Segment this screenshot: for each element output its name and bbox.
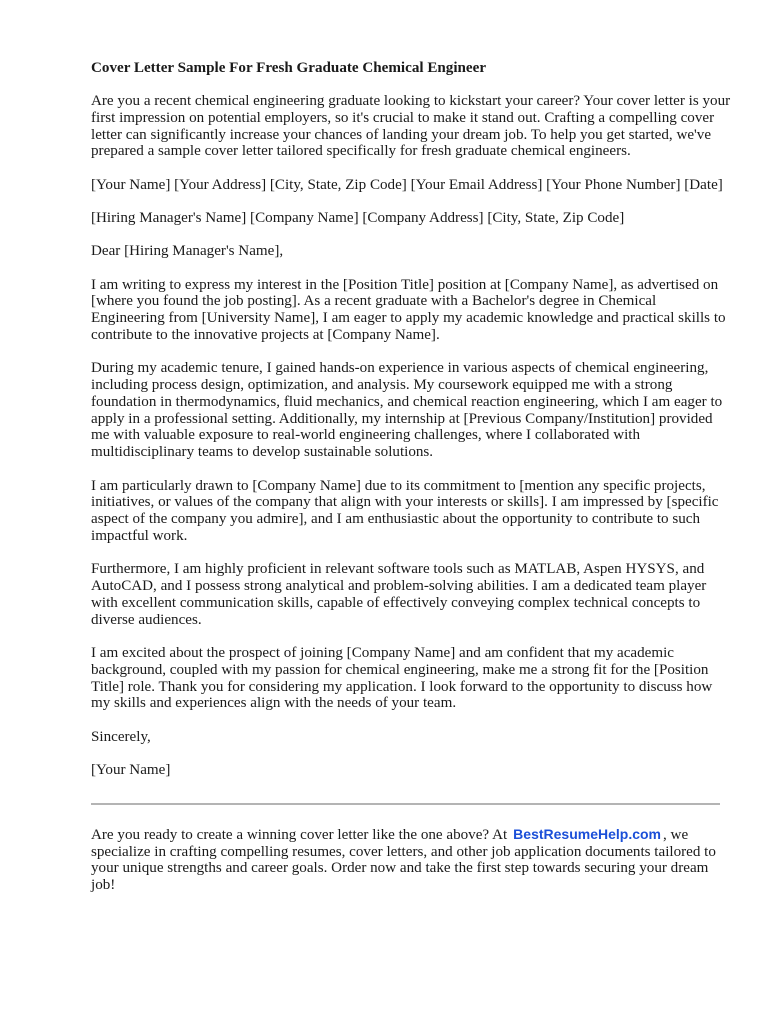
salutation: Dear [Hiring Manager's Name], — [91, 243, 284, 260]
promo-text-before: Are you ready to create a winning cover letter like the one above? At — [91, 826, 508, 843]
promo-text-after: , we specialize in crafting compelling resumes, cover letters, and other job application documents tailored to your unique strengths and career goals. Order now and take the first step towards securing your dream job! — [91, 826, 716, 894]
body-paragraph: During my academic tenure, I gained hands-on experience in various aspects of chemical engineering, including process design, optimization, and analysis. My coursework equipped me with a strong foundation in thermodynamics, fluid mechanics, and chemical reaction engineering, which I am eager to apply in a professional setting. Additionally, my internship at [Previous Company/Institution] provided me with valuable exposure to real-world engineering challenges, where I collaborated with multidisciplinary teams to develop sustainable solutions. — [91, 360, 723, 461]
recipient-details: [Hiring Manager's Name] [Company Name] [Company Address] [City, State, Zip Code] — [91, 209, 625, 226]
divider — [91, 803, 720, 805]
bestresumehelp-link[interactable]: BestResumeHelp.com — [513, 825, 661, 842]
promo-paragraph — [91, 826, 731, 894]
body-paragraph: I am writing to express my interest in the [Position Title] position at [Company Name], as advertised on [where you found the job posting]. As a recent graduate with a Bachelor's degree in Chemical Engineering from [University Name], I am eager to apply my academic knowledge and practical skills to contribute to the innovative projects at [Company Name]. — [91, 276, 726, 343]
body-paragraph: I am particularly drawn to [Company Name] due to its commitment to [mention any specific projects, initiatives, or values of the company that align with your interests or skills]. I am impressed by [specific aspect of the company you admire], and I am enthusiastic about the opportunity to contribute to such impactful work. — [91, 477, 719, 544]
document-page — [91, 59, 731, 910]
body-paragraph: Furthermore, I am highly proficient in relevant software tools such as MATLAB, Aspen HYSYS, and AutoCAD, and I possess strong analytical and problem-solving abilities. I am a dedicated team player with excellent communication skills, capable of effectively conveying complex technical concepts to diverse audiences. — [91, 561, 707, 628]
intro-paragraph: Are you a recent chemical engineering graduate looking to kickstart your career? Your cover letter is your first impression on potential employers, so it's crucial to make it stand out. Crafting a compelling cover letter can significantly increase your chances of landing your dream job. To help you get started, we've prepared a sample cover letter tailored specifically for fresh graduate chemical engineers. — [91, 93, 731, 160]
body-paragraph: I am excited about the prospect of joining [Company Name] and am confident that my academic background, coupled with my passion for chemical engineering, make me a strong fit for the [Position Title] role. Thank you for considering my application. I look forward to the opportunity to discuss how my skills and experiences align with the needs of your team. — [91, 644, 713, 712]
signature: [Your Name] — [91, 761, 171, 778]
sender-details: [Your Name] [Your Address] [City, State, Zip Code] [Your Email Address] [Your Phone Number] [Date] — [91, 176, 723, 193]
closing: Sincerely, — [91, 728, 151, 745]
document-title: Cover Letter Sample For Fresh Graduate Chemical Engineer — [91, 60, 487, 76]
